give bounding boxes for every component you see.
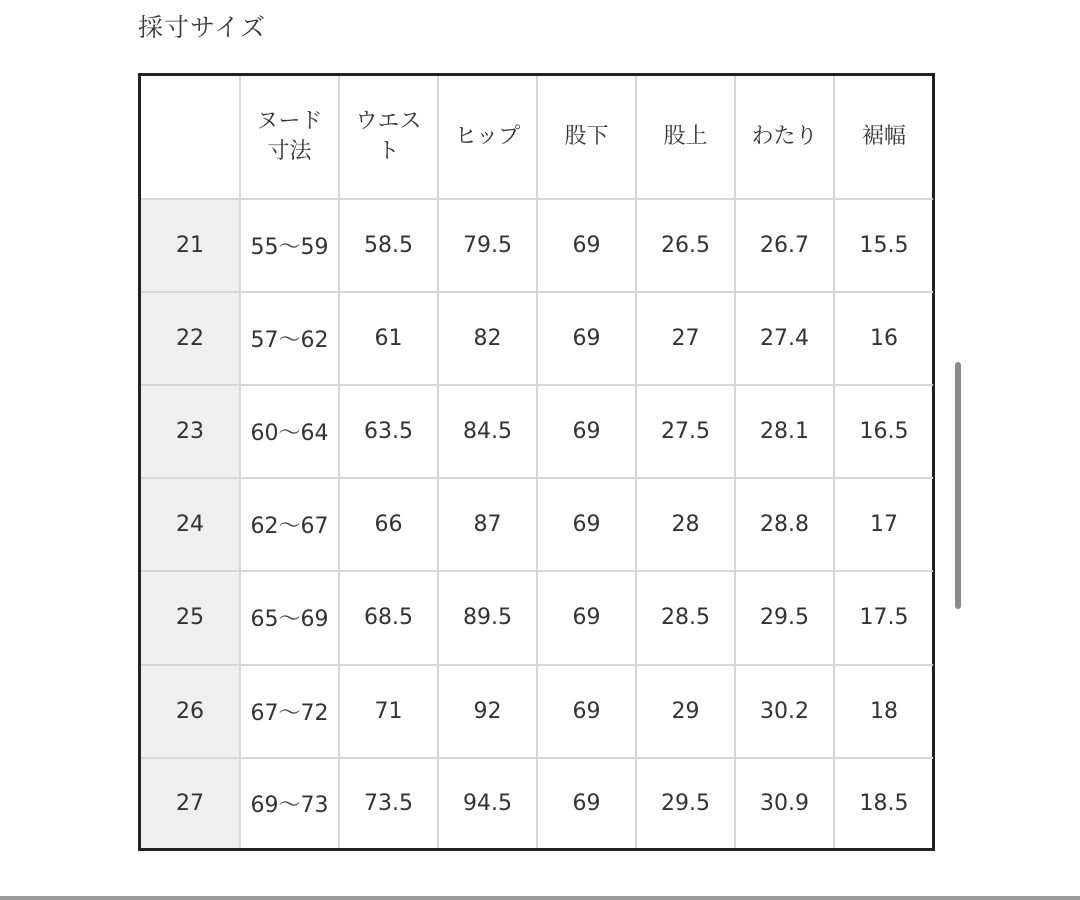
table-row: [141, 292, 933, 385]
table-cell: 68.5: [339, 571, 438, 664]
table-cell: 66: [339, 478, 438, 571]
table-cell: 27.4: [735, 292, 834, 385]
header-inseam: 股下: [537, 76, 636, 199]
table-cell: 18: [834, 665, 933, 758]
table-cell: 87: [438, 478, 537, 571]
table-cell: 28.8: [735, 478, 834, 571]
table-header-row: [141, 76, 933, 199]
table-cell: 62〜67: [240, 478, 339, 571]
row-size-label: 22: [141, 292, 240, 385]
row-size-label: 21: [141, 199, 240, 292]
table-cell: 29.5: [735, 571, 834, 664]
table-row: [141, 478, 933, 571]
table-cell: 69: [537, 199, 636, 292]
bottom-divider: [0, 896, 1080, 900]
header-waist: ウエスト: [339, 76, 438, 199]
table-cell: 67〜72: [240, 665, 339, 758]
table-row: [141, 665, 933, 758]
table-cell: 73.5: [339, 758, 438, 848]
table-cell: 28.5: [636, 571, 735, 664]
table-cell: 18.5: [834, 758, 933, 848]
table-cell: 26.7: [735, 199, 834, 292]
table-cell: 29.5: [636, 758, 735, 848]
table-cell: 69: [537, 571, 636, 664]
table-row: [141, 199, 933, 292]
header-thigh: わたり: [735, 76, 834, 199]
table-cell: 17: [834, 478, 933, 571]
table-cell: 69〜73: [240, 758, 339, 848]
header-corner: [141, 76, 240, 199]
table-cell: 27.5: [636, 385, 735, 478]
table-cell: 69: [537, 478, 636, 571]
table-row: [141, 385, 933, 478]
table-cell: 84.5: [438, 385, 537, 478]
page-title: 採寸サイズ: [138, 13, 267, 42]
row-size-label: 27: [141, 758, 240, 848]
table-cell: 92: [438, 665, 537, 758]
row-size-label: 26: [141, 665, 240, 758]
table-row: [141, 758, 933, 848]
table-cell: 89.5: [438, 571, 537, 664]
table-cell: 94.5: [438, 758, 537, 848]
table-cell: 27: [636, 292, 735, 385]
table-cell: 69: [537, 758, 636, 848]
size-table-container: [138, 73, 935, 851]
table-cell: 79.5: [438, 199, 537, 292]
table-cell: 60〜64: [240, 385, 339, 478]
table-cell: 16.5: [834, 385, 933, 478]
table-cell: 69: [537, 385, 636, 478]
size-table: [141, 76, 933, 848]
table-cell: 65〜69: [240, 571, 339, 664]
table-cell: 28.1: [735, 385, 834, 478]
table-cell: 63.5: [339, 385, 438, 478]
header-hem-width: 裾幅: [834, 76, 933, 199]
table-cell: 58.5: [339, 199, 438, 292]
row-size-label: 23: [141, 385, 240, 478]
table-cell: 30.9: [735, 758, 834, 848]
table-cell: 71: [339, 665, 438, 758]
table-cell: 57〜62: [240, 292, 339, 385]
table-cell: 30.2: [735, 665, 834, 758]
table-cell: 69: [537, 292, 636, 385]
table-cell: 16: [834, 292, 933, 385]
table-cell: 69: [537, 665, 636, 758]
row-size-label: 25: [141, 571, 240, 664]
table-cell: 29: [636, 665, 735, 758]
table-cell: 26.5: [636, 199, 735, 292]
table-cell: 61: [339, 292, 438, 385]
header-hip: ヒップ: [438, 76, 537, 199]
table-cell: 28: [636, 478, 735, 571]
table-row: [141, 571, 933, 664]
table-cell: 55〜59: [240, 199, 339, 292]
table-cell: 15.5: [834, 199, 933, 292]
header-nude-size: ヌード寸法: [240, 76, 339, 199]
row-size-label: 24: [141, 478, 240, 571]
table-cell: 82: [438, 292, 537, 385]
vertical-scrollbar[interactable]: [955, 362, 961, 609]
table-cell: 17.5: [834, 571, 933, 664]
header-rise: 股上: [636, 76, 735, 199]
